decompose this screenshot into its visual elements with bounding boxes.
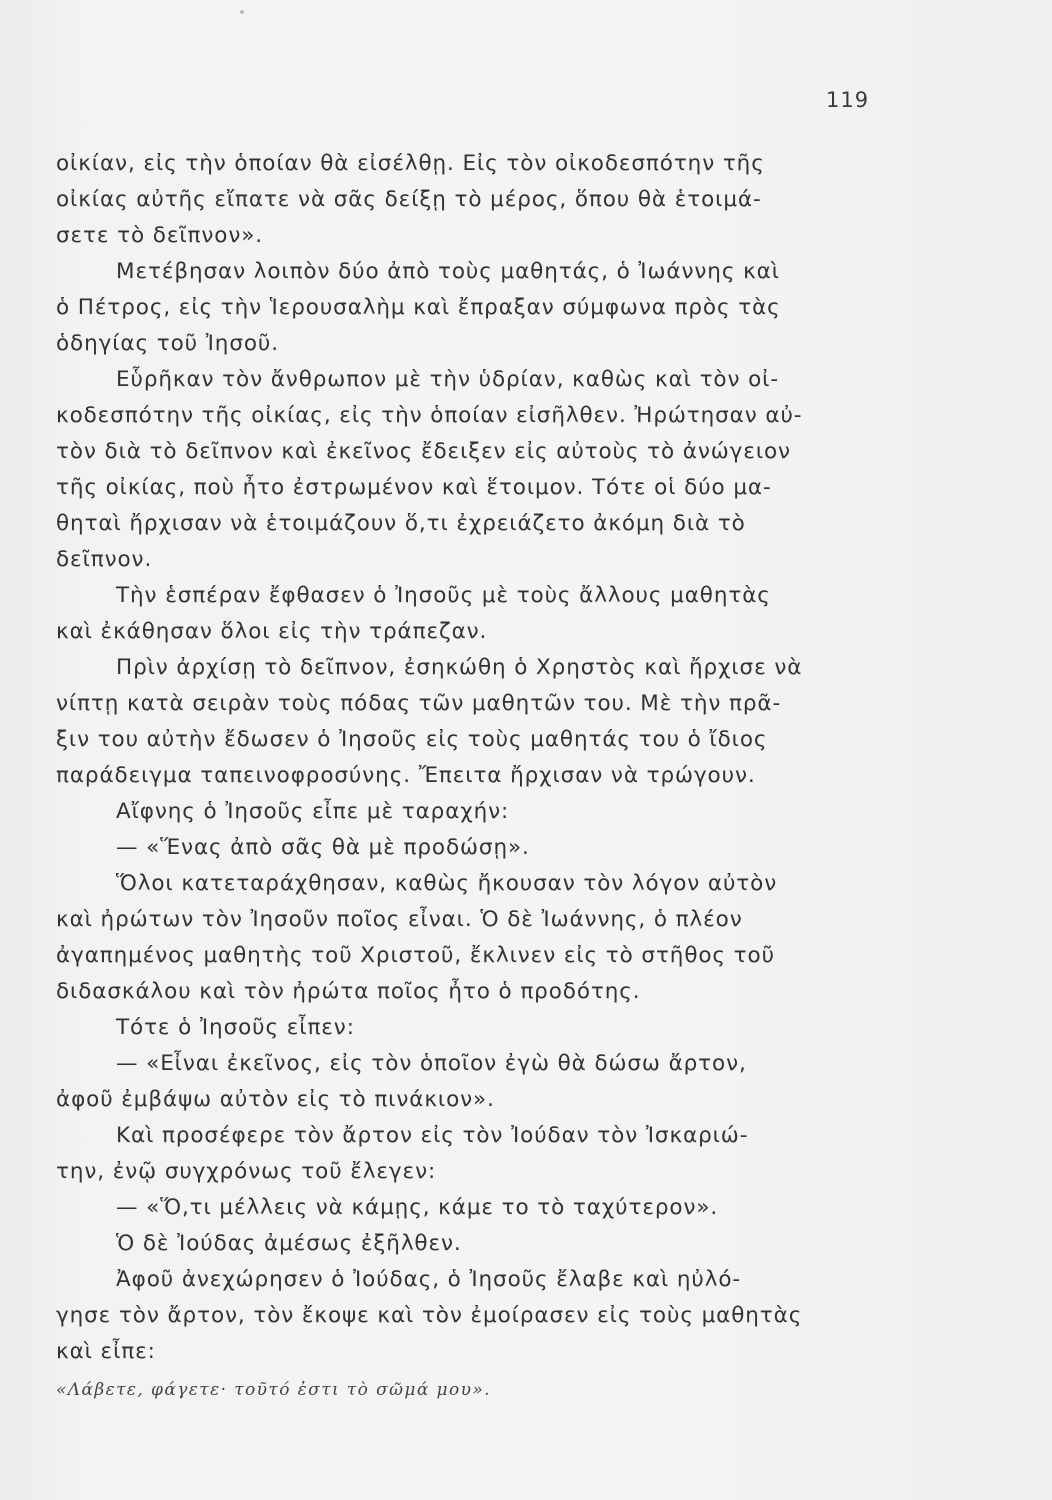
text-line: ὁδηγίας τοῦ Ἰησοῦ. bbox=[56, 331, 279, 356]
text-line: Καὶ προσέφερε τὸν ἄρτον εἰς τὸν Ἰούδαν τὸν Ἰσκαριώ- bbox=[116, 1123, 749, 1148]
text-line-italic-quote: «Λάβετε, φάγετε· τοῦτό ἐστι τὸ σῶμά μου». bbox=[56, 1380, 491, 1400]
text-line: — «Ἕνας ἀπὸ σᾶς θὰ μὲ προδώσῃ». bbox=[116, 835, 530, 860]
text-line: Ἀφοῦ ἀνεχώρησεν ὁ Ἰούδας, ὁ Ἰησοῦς ἔλαβε καὶ ηὐλό- bbox=[116, 1267, 742, 1292]
text-line: Εὗρῆκαν τὸν ἄνθρωπον μὲ τὴν ὑδρίαν, καθὼς καὶ τὸν οἰ- bbox=[116, 367, 780, 392]
text-line: ξιν του αὐτὴν ἔδωσεν ὁ Ἰησοῦς εἰς τοὺς μαθητάς του ὁ ἴδιος bbox=[56, 727, 768, 752]
text-line: τὸν διὰ τὸ δεῖπνον καὶ ἐκεῖνος ἔδειξεν εἰς αὐτοὺς τὸ ἀνώγειον bbox=[56, 439, 791, 464]
text-line: ἀγαπημένος μαθητὴς τοῦ Χριστοῦ, ἔκλινεν εἰς τὸ στῆθος τοῦ bbox=[56, 943, 775, 968]
text-line: καὶ εἶπε: bbox=[56, 1339, 156, 1364]
text-line: γησε τὸν ἄρτον, τὸν ἔκοψε καὶ τὸν ἐμοίρασεν εἰς τοὺς μαθητὰς bbox=[56, 1303, 803, 1328]
text-line: — «Ὅ,τι μέλλεις νὰ κάμῃς, κάμε το τὸ ταχύτερον». bbox=[116, 1195, 719, 1220]
text-line: οἰκίαν, εἰς τὴν ὁποίαν θὰ εἰσέλθῃ. Εἰς τὸν οἰκοδεσπότην τῆς bbox=[56, 151, 765, 176]
text-line: τῆς οἰκίας, ποὺ ἦτο ἐστρωμένον καὶ ἕτοιμον. Τότε οἱ δύο μα- bbox=[56, 475, 772, 500]
text-line: παράδειγμα ταπεινοφροσύνης. Ἔπειτα ἤρχισαν νὰ τρώγουν. bbox=[56, 763, 756, 788]
text-line: δεῖπνον. bbox=[56, 547, 153, 572]
text-line: καὶ ἐκάθησαν ὅλοι εἰς τὴν τράπεζαν. bbox=[56, 619, 488, 644]
text-line: σετε τὸ δεῖπνον». bbox=[56, 223, 264, 248]
scan-smudge bbox=[240, 10, 244, 14]
text-line: Αἴφνης ὁ Ἰησοῦς εἶπε μὲ ταραχήν: bbox=[116, 799, 510, 824]
text-line: ὁ Πέτρος, εἰς τὴν Ἱερουσαλὴμ καὶ ἔπραξαν σύμφωνα πρὸς τὰς bbox=[56, 295, 781, 320]
text-line: καὶ ἠρώτων τὸν Ἰησοῦν ποῖος εἶναι. Ὁ δὲ Ἰωάννης, ὁ πλέον bbox=[56, 907, 743, 932]
text-line: την, ἐνῷ συγχρόνως τοῦ ἔλεγεν: bbox=[56, 1159, 437, 1184]
text-line: Πρὶν ἀρχίσῃ τὸ δεῖπνον, ἐσηκώθη ὁ Χρηστὸς καὶ ἤρχισε νὰ bbox=[116, 655, 803, 680]
text-line: ἀφοῦ ἐμβάψω αὐτὸν εἰς τὸ πινάκιον». bbox=[56, 1087, 495, 1112]
text-line: νίπτῃ κατὰ σειρὰν τοὺς πόδας τῶν μαθητῶν του. Μὲ τὴν πρᾶ- bbox=[56, 691, 782, 716]
text-line: Τότε ὁ Ἰησοῦς εἶπεν: bbox=[116, 1015, 355, 1040]
text-line: — «Εἶναι ἐκεῖνος, εἰς τὸν ὁποῖον ἐγὼ θὰ δώσω ἄρτον, bbox=[116, 1051, 747, 1076]
page-number: 119 bbox=[826, 88, 870, 112]
text-line: Μετέβησαν λοιπὸν δύο ἀπὸ τοὺς μαθητάς, ὁ Ἰωάννης καὶ bbox=[116, 259, 780, 284]
text-line: οἰκίας αὐτῆς εἴπατε νὰ σᾶς δείξῃ τὸ μέρος, ὅπου θὰ ἑτοιμά- bbox=[56, 187, 762, 212]
text-line: θηταὶ ἤρχισαν νὰ ἑτοιμάζουν ὅ,τι ἐχρειάζετο ἀκόμη διὰ τὸ bbox=[56, 511, 746, 536]
text-line: κοδεσπότην τῆς οἰκίας, εἰς τὴν ὁποίαν εἰσῆλθεν. Ἠρώτησαν αὐ- bbox=[56, 403, 803, 428]
text-line: Ὁ δὲ Ἰούδας ἀμέσως ἐξῆλθεν. bbox=[116, 1231, 462, 1256]
text-line: διδασκάλου καὶ τὸν ἠρώτα ποῖος ἦτο ὁ προδότης. bbox=[56, 979, 641, 1004]
text-line: Τὴν ἑσπέραν ἔφθασεν ὁ Ἰησοῦς μὲ τοὺς ἄλλους μαθητὰς bbox=[116, 583, 771, 608]
text-line: Ὅλοι κατεταράχθησαν, καθὼς ἤκουσαν τὸν λόγον αὐτὸν bbox=[116, 871, 778, 896]
